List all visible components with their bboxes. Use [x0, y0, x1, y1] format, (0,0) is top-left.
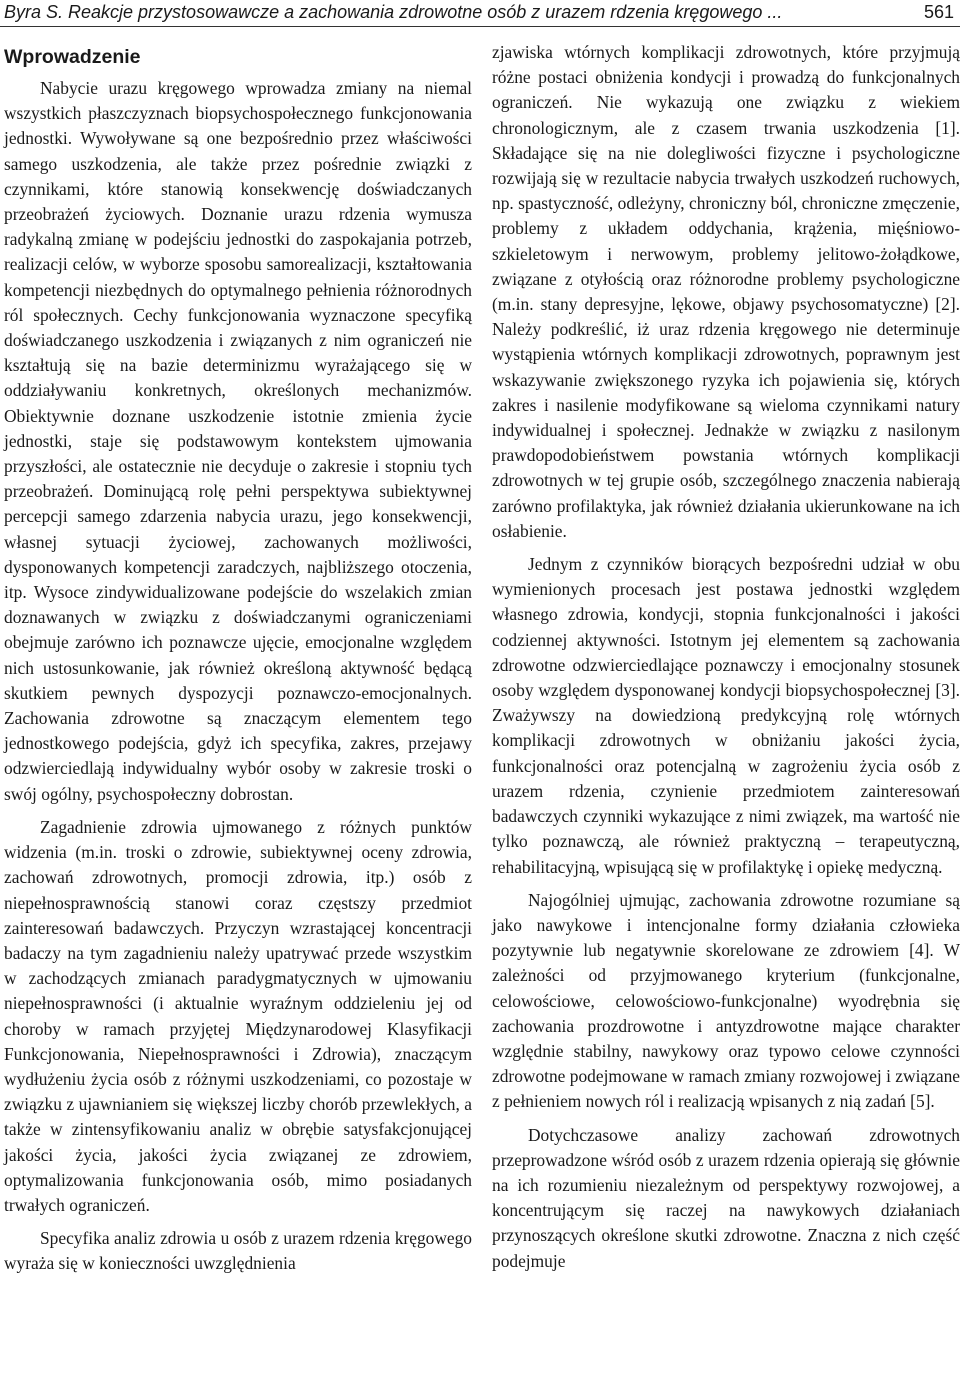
left-column: [4, 40, 472, 1285]
paragraph: Jednym z czynników biorących bezpośredni udział w obu wymienionych procesach jest postawa jednostki względem własnego zdrowia, kondycji, stopnia funkcjonalności i jakości codziennej aktywności. Istotnym jej elementem są zachowania zdrowotne odzwierciedlające poznawczy i emocjonalny stosunek osoby względem dysponowanej kondycji biopsychospołecznej [3]. Zważywszy na dowiedzioną predykcyjną rolę wtórnych komplikacji zdrowotnych w obniżaniu jakości życia, funkcjonalności oraz potencjalną w zagrożeniu życia osób z urazem rdzenia, czynienie przedmiotem zainteresowań badawczych czynniki wykazujące z nimi związek, ma wartość nie tylko poznawczą, ale również praktyczną – terapeutyczną, rehabilitacyjną, wpisującą się w profilaktykę i opiekę medyczną.: [492, 554, 960, 877]
paragraph: Najogólniej ujmując, zachowania zdrowotne rozumiane są jako nawykowe i intencjonalne formy działania człowieka pozytywnie lub negatywnie skorelowane ze zdrowiem [4]. W zależności od przyjmowanego kryterium (funkcjonalne, celowościowe, celowościowo-funkcjonalne) wyodrębnia się zachowania prozdrowotne i antyzdrowotne mające charakter względnie stabilny, nawykowy oraz typowo celowe czynności zdrowotne podejmowane w ramach zmiany rozwojowej i związane z pełnieniem nowych ról i realizacją wpisanych z nią zadań [5].: [492, 889, 960, 1112]
running-title: Byra S. Reakcje przystosowawcze a zachowania zdrowotne osób z urazem rdzenia kręgowego ...: [4, 2, 783, 22]
paragraph: Dotychczasowe analizy zachowań zdrowotnych przeprowadzone wśród osób z urazem rdzenia opierają się głównie na ich rozumieniu niezależnym od perspektywy rozwojowej, a koncentrującym się raczej na nawykowych działaniach przynoszących określone skutki zdrowotne. Znaczna z nich część podejmuje: [492, 1124, 960, 1271]
paragraph: Nabycie urazu kręgowego wprowadza zmiany na niemal wszystkich płaszczyznach biopsychospołecznego funkcjonowania jednostki. Wywoływane są one bezpośrednio przez właściwości samego uszkodzenia, ale także przez pośrednie związki z czynnikami, które stanowią konsekwencję doświadczanych przeobrażeń życiowych. Doznanie urazu rdzenia wymusza radykalną zmianę w podejściu jednostki do zaspokajania potrzeb, realizacji celów, w wyborze sposobu samorealizacji, kształtowania kompetencji niezbędnych do optymalnego pełnienia różnorodnych ról społecznych. Cechy funkcjonowania wyznaczone specyfiką doświadczanego uszkodzenia i związanych z nim ograniczeń nie kształtują się na bazie determinizmu wyrażającego się w oddziaływaniu konkretnych, określonych mechanizmów. Obiektywnie doznane uszkodzenie istotnie zmienia życie jednostki, staje się podstawowym kontekstem ujmowania przyszłości, ale ostatecznie nie decyduje o zakresie i stopniu tych przeobrażeń. Dominującą rolę pełni perspektywa subiektywnej percepcji samego zdarzenia nabycia urazu, jego konsekwencji, własnej sytuacji życiowej, zachowanych możliwości, dysponowanych kompetencji zaradczych, najbliższego otoczenia, itp. Wysoce zindywidualizowane podejście do wszelakich zmian doznawanych w związku z doświadczanymi ograniczeniami obejmuje zarówno ich poznawcze ujęcie, emocjonalne względem nich ustosunkowanie, jak również określoną aktywność będącą skutkiem pewnych dyspozycji poznawczo-emocjonalnych. Zachowania zdrowotne są znaczącym elementem tego jednostkowego podejścia, gdyż ich specyfika, zakres, przejawy odzwierciedlają indywidualny wybór osoby w zakresie troski o swój ogólny, psychospołeczny dobrostan.: [4, 78, 472, 804]
page-number: 561: [923, 2, 954, 22]
right-column: [492, 40, 960, 1282]
section-title: Wprowadzenie: [4, 46, 141, 68]
paragraph: zjawiska wtórnych komplikacji zdrowotnych, które przyjmują różne postaci obniżenia kondycji i prowadzą do funkcjonalnych ograniczeń. Nie wykazują one związku z wiekiem chronologicznym, ale z czasem trwania uszkodzenia [1]. Składające się na nie dolegliwości fizyczne i psychologiczne rozwijają się w rezultacie nabycia trwałych uszkodzeń ruchowych, np. spastyczność, odleżyny, chroniczny ból, chroniczne zmęczenie, problemy z układem oddychania, krążenia, mięśniowo-szkieletowym i nerwowym, problemy jelitowo-żołądkowe, związane z otyłością oraz różnorodne problemy psychologiczne (m.in. stany depresyjne, lękowe, objawy psychosomatyczne) [2]. Należy podkreślić, iż uraz rdzenia kręgowego nie determinuje wystąpienia wtórnych komplikacji zdrowotnych, poprawnym jest wskazywanie zwiększonego ryzyka ich pojawienia się, których zakres i nasilenie modyfikowane są wieloma czynnikami natury indywidualnej i społecznej. Jednakże w związku z nasilonym prawdopodobieństwem powstania wtórnych komplikacji zdrowotnych w tej grupie osób, szczególnego znaczenia nabierają zarówno profilaktyka, jak również działania ukierunkowane na ich osłabienie.: [492, 42, 960, 541]
paragraph: Specyfika analiz zdrowia u osób z urazem rdzenia kręgowego wyraża się w konieczności uwzględnienia: [4, 1228, 472, 1274]
paragraph: Zagadnienie zdrowia ujmowanego z różnych punktów widzenia (m.in. troski o zdrowie, subiektywnej oceny zdrowia, zachowań zdrowotnych, promocji zdrowia, itp.) osób z niepełnosprawnością stanowi coraz częstszy przedmiot zainteresowań badawczych. Przyczyn wzrastającej koncentracji badaczy na tym zagadnieniu należy upatrywać przede wszystkim w zachodzących zmianach paradygmatycznych w ujmowaniu niepełnosprawności (i aktualnie wyraźnym oddzieleniu jej od choroby w ramach przyjętej Międzynarodowej Klasyfikacji Funkcjonowania, Niepełnosprawności i Zdrowia), znaczącym wydłużeniu życia osób z różnymi uszkodzeniami, co pozostaje w związku z ujawnianiem się większej liczby chorób przewlekłych, a także w zintensyfikowaniu analiz w obrębie satysfakcjonującej jakości życia, jakości życia związanej ze zdrowiem, optymalizowania funkcjonowania osób, mimo posiadanych trwałych ograniczeń.: [4, 816, 472, 1215]
header-rule: [0, 26, 960, 27]
running-header: [4, 0, 954, 28]
